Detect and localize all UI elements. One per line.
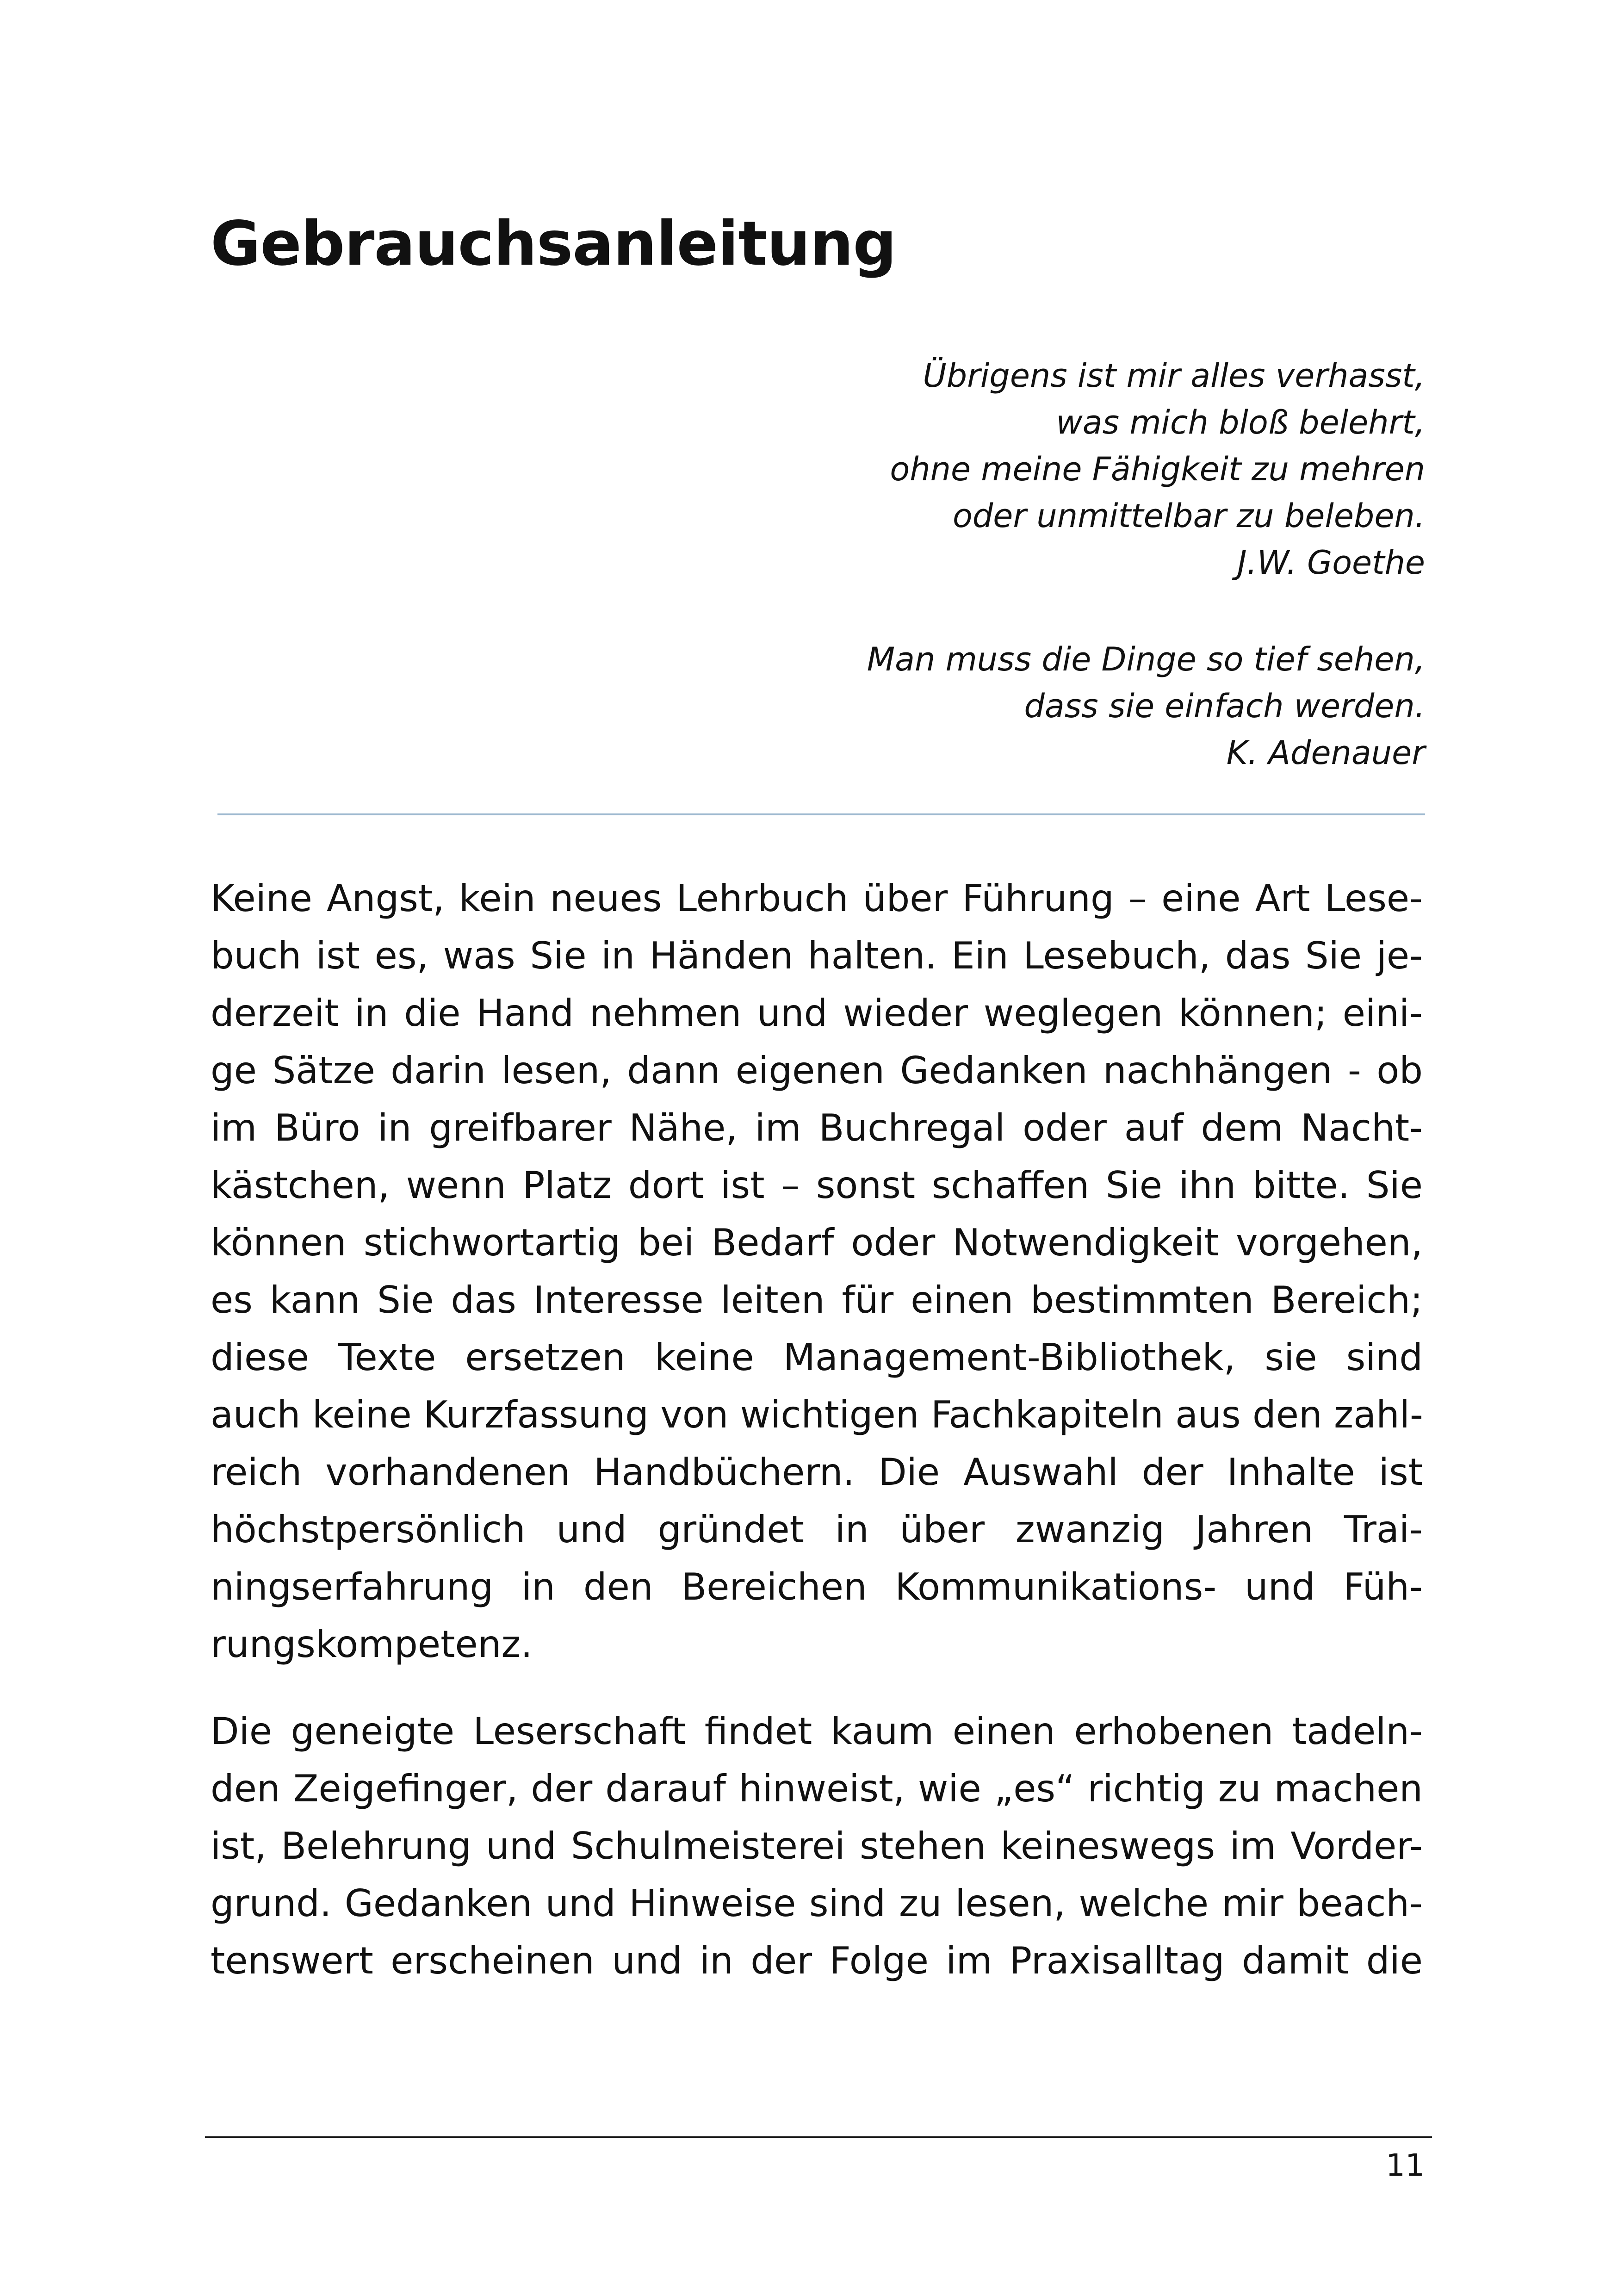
text-line: es kann Sie das Interesse leiten für einen bestimmten Bereich; (211, 1278, 1423, 1322)
epigraph-line: Man muss die Dinge so tief sehen, (867, 640, 1425, 678)
text-line: tenswert erscheinen und in der Folge im Praxisalltag damit die (211, 1939, 1423, 1982)
body-paragraph-2 (211, 1703, 1423, 1990)
epigraph-author: K. Adenauer (1226, 734, 1425, 772)
epigraph-goethe (890, 353, 1425, 586)
text-line: den Zeigefinger, der darauf hinweist, wie „es“ richtig zu machen (211, 1767, 1423, 1810)
text-line: Keine Angst, kein neues Lehrbuch über Führung – eine Art Lese- (211, 877, 1423, 920)
epigraph-line: oder unmittelbar zu beleben. (953, 497, 1425, 535)
text-line: höchstpersönlich und gründet in über zwanzig Jahren Trai- (211, 1508, 1423, 1551)
text-line: ningserfahrung in den Bereichen Kommunikations- und Füh- (211, 1565, 1423, 1608)
text-line: derzeit in die Hand nehmen und wieder weglegen können; eini- (211, 992, 1423, 1035)
footer-divider (205, 2136, 1432, 2138)
text-line: Die geneigte Leserschaft findet kaum einen erhobenen tadeln- (211, 1710, 1423, 1753)
text-line: buch ist es, was Sie in Händen halten. Ein Lesebuch, das Sie je- (211, 934, 1423, 977)
text-line: kästchen, wenn Platz dort ist – sonst schaffen Sie ihn bitte. Sie (211, 1164, 1423, 1207)
text-line: im Büro in greifbarer Nähe, im Buchregal oder auf dem Nacht- (211, 1106, 1423, 1149)
text-line: auch keine Kurzfassung von wichtigen Fachkapiteln aus den zahl- (211, 1393, 1423, 1436)
text-line: rungskompetenz. (211, 1623, 533, 1666)
epigraph-line: Übrigens ist mir alles verhasst, (923, 357, 1425, 395)
text-line: grund. Gedanken und Hinweise sind zu lesen, welche mir beach- (211, 1882, 1423, 1925)
text-line: können stichwortartig bei Bedarf oder Notwendigkeit vorgehen, (211, 1221, 1423, 1264)
epigraph-line: was mich bloß belehrt, (1056, 403, 1425, 441)
epigraph-line: dass sie einfach werden. (1024, 687, 1425, 725)
text-line: reich vorhandenen Handbüchern. Die Auswahl der Inhalte ist (211, 1451, 1423, 1494)
epigraph-author: J.W. Goethe (1237, 544, 1425, 582)
epigraph-line: ohne meine Fähigkeit zu mehren (890, 450, 1425, 488)
text-line: ge Sätze darin lesen, dann eigenen Gedanken nachhängen - ob (211, 1049, 1423, 1092)
text-line: ist, Belehrung und Schulmeisterei stehen keineswegs im Vorder- (211, 1824, 1423, 1868)
epigraph-adenauer (867, 636, 1425, 776)
text-line: diese Texte ersetzen keine Management-Bibliothek, sie sind (211, 1336, 1423, 1379)
page-title: Gebrauchsanleitung (211, 208, 896, 279)
page-number: 11 (1386, 2147, 1425, 2183)
epigraph-divider (217, 813, 1425, 815)
body-paragraph-1 (211, 870, 1423, 1673)
